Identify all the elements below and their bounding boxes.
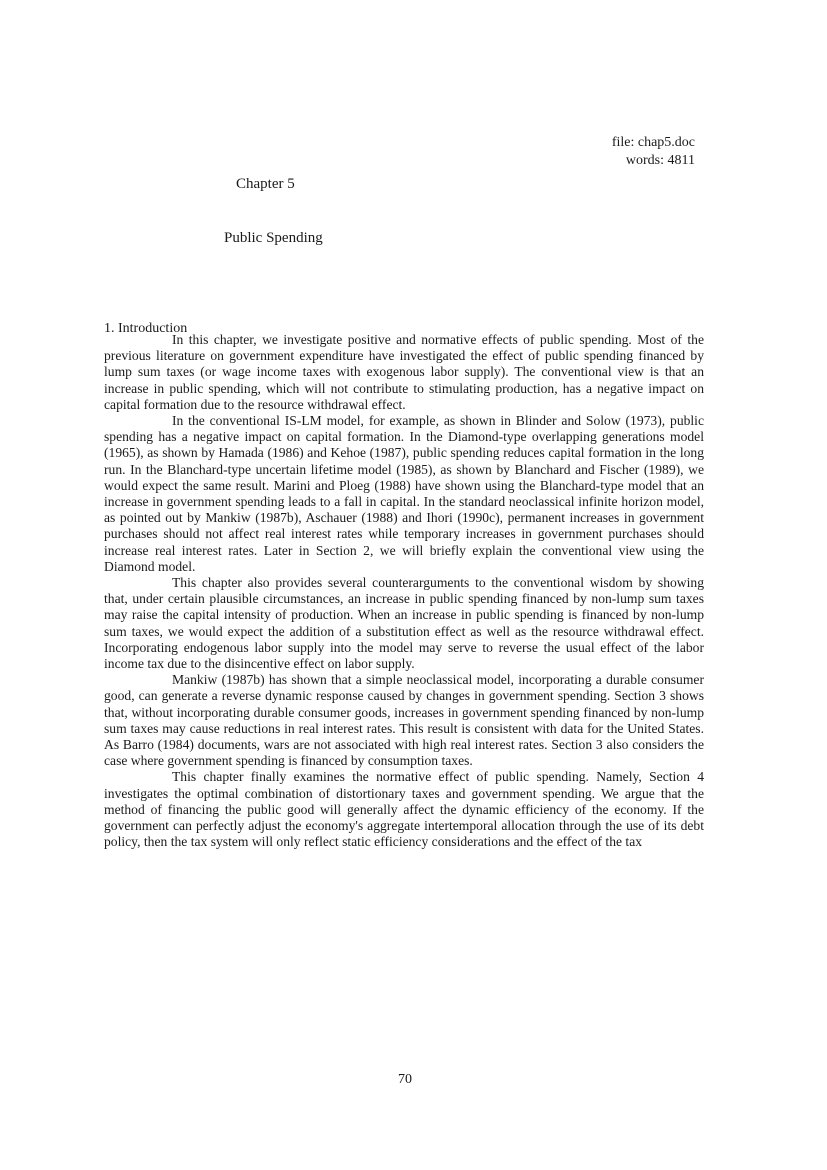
paragraph: In the conventional IS-LM model, for example, as shown in Blinder and Solow (1973), public spending has a negative impact on capital formation. In the Diamond-type overlapping generations model (1965), as shown by Hamada (1986) and Kehoe (1987), public spending reduces capital formation in the long run. In the Blanchard-type uncertain lifetime model (1985), as shown by Blanchard and Fischer (1989), we would expect the same result. Marini and Ploeg (1988) have shown using the Blanchard-type model that an increase in government spending leads to a fall in capital. In the standard neoclassical infinite horizon model, as pointed out by Mankiw (1987b), Aschauer (1988) and Ihori (1990c), permanent increases in government purchases should not affect real interest rates while temporary increases in government purchases should increase real interest rates. Later in Section 2, we will briefly explain the conventional view using the Diamond model. — [104, 413, 704, 574]
page-number: 70 — [398, 1072, 412, 1087]
chapter-number: Chapter 5 — [236, 176, 295, 192]
paragraph: This chapter finally examines the normative effect of public spending. Namely, Section 4 investigates the optimal combination of distortionary taxes and government spending. We argue that the method of financing the public good will generally affect the dynamic efficiency of the economy. If the government can perfectly adjust the economy's aggregate intertemporal allocation through the use of its debt policy, then the tax system will only reflect static efficiency considerations and the effect of the tax — [104, 769, 704, 850]
body-text — [104, 332, 704, 851]
file-info — [612, 134, 695, 170]
paragraph: This chapter also provides several counterarguments to the conventional wisdom by showing that, under certain plausible circumstances, an increase in public spending financed by non-lump sum taxes may raise the capital intensity of production. When an increase in public spending is financed by non-lump sum taxes, we would expect the addition of a substitution effect as well as the resource withdrawal effect. Incorporating endogenous labor supply into the model may serve to reverse the usual effect of the labor income tax due to the disincentive effect on labor supply. — [104, 575, 704, 672]
file-name: file: chap5.doc — [611, 135, 695, 150]
section-heading: 1. Introduction — [104, 321, 188, 336]
paragraph: Mankiw (1987b) has shown that a simple neoclassical model, incorporating a durable consumer good, can generate a reverse dynamic response caused by changes in government spending. Section 3 shows that, without incorporating durable consumer goods, increases in government spending financed by non-lump sum taxes may cause reductions in real interest rates. This result is consistent with data for the United States. As Barro (1984) documents, wars are not associated with high real interest rates. Section 3 also considers the case where government spending is financed by consumption taxes. — [104, 672, 704, 769]
chapter-title: Public Spending — [224, 230, 323, 246]
paragraph: In this chapter, we investigate positive and normative effects of public spending. Most of the previous literature on government expenditure have investigated the effect of public spending financed by lump sum taxes (or wage income taxes with exogenous labor supply). The conventional view is that an increase in public spending, which will not contribute to stimulating production, has a negative impact on capital formation due to the resource withdrawal effect. — [104, 332, 704, 412]
word-count: words: 4811 — [625, 153, 695, 168]
